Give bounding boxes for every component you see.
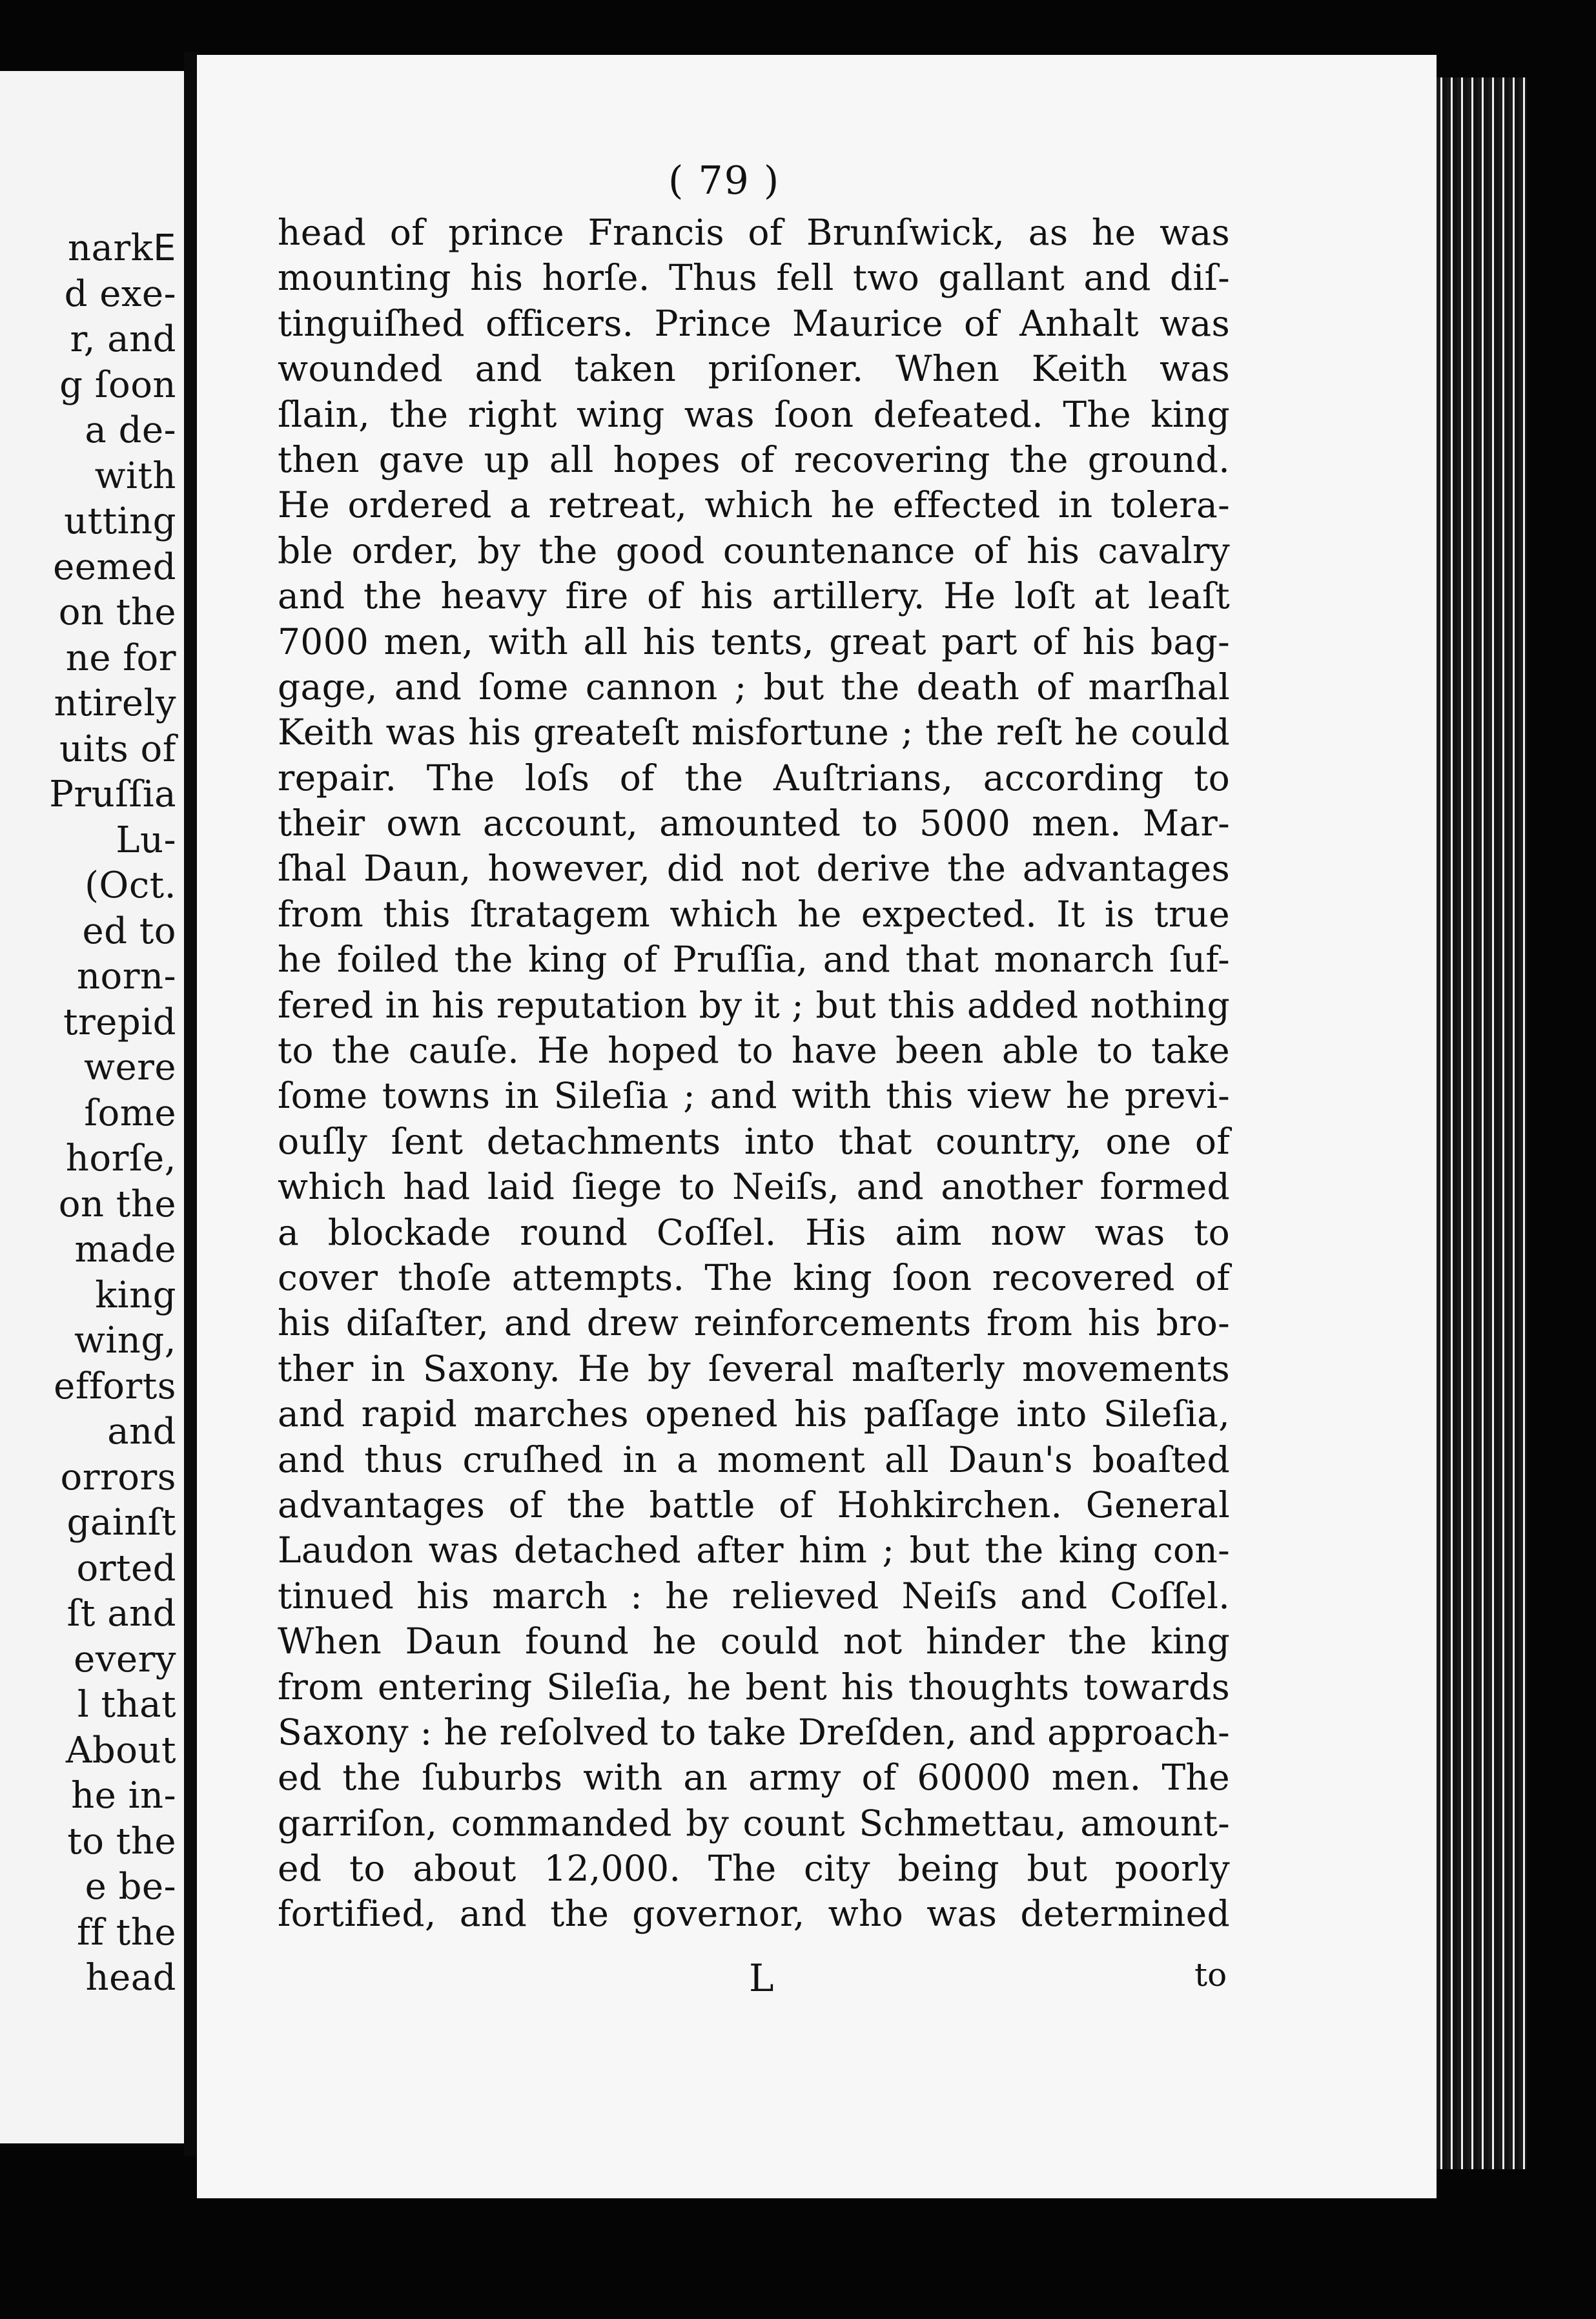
text-line: a blockade round Coſſel. His aim now was to [278,1211,1230,1253]
left-text-line: ſome [84,1092,176,1134]
text-line: mounting his horſe. Thus fell two gallant and diſ- [278,257,1230,299]
text-line: gage, and ſome cannon ; but the death of marſhal [278,666,1230,708]
text-line: ther in Saxony. He by ſeveral maſterly movements [278,1347,1230,1389]
text-line: their own account, amounted to 5000 men. Mar- [278,802,1230,844]
left-text-line: a de- [85,409,176,451]
text-line: ſome towns in Sileſia ; and with this view he previ- [278,1075,1230,1117]
text-line: Laudon was detached after him ; but the king con- [278,1529,1230,1571]
left-text-line: trepid [63,1001,176,1043]
left-text-line: l that [77,1684,176,1726]
text-line: then gave up all hopes of recovering the ground. [278,438,1230,480]
left-text-line: orrors [60,1456,176,1498]
text-line: ouſly ſent detachments into that country, one of [278,1120,1230,1162]
text-line: from entering Sileſia, he bent his thoughts towards [278,1666,1230,1708]
left-text-line: norn- [76,955,176,997]
text-line: Saxony : he reſolved to take Dreſden, and approach- [278,1711,1231,1753]
text-line: garriſon, commanded by count Schmettau, amount- [278,1802,1230,1844]
left-text-line: on the [58,1183,176,1225]
left-text-line: to the [67,1820,176,1863]
left-text-line: e be- [85,1866,176,1908]
left-text-line: with [94,455,176,497]
catchword: to [1194,1956,1227,1994]
text-line: to the cauſe. He hoped to have been able to take [278,1030,1230,1072]
left-text-line: utting [64,500,176,542]
text-line: and thus cruſhed in a moment all Daun's boaſted [278,1438,1230,1480]
text-line: head of prince Francis of Brunſwick, as he was [278,212,1230,253]
left-text-line: ſt and [66,1593,176,1635]
left-facing-page [0,71,188,2143]
text-line: When Daun found he could not hinder the king [278,1620,1230,1662]
left-text-line: About [65,1729,176,1772]
left-text-line: head [85,1957,176,1999]
left-text-line: gainſt [66,1502,176,1544]
left-text-line: were [84,1047,176,1088]
text-line: cover thoſe attempts. The king ſoon recovered of [278,1256,1230,1298]
left-text-line: made [74,1229,176,1271]
left-text-line: r, and [70,318,176,360]
text-line: which had laid ſiege to Neiſs, and another formed [278,1166,1230,1208]
body-text [278,210,1230,1937]
left-text-line: narkⴹ [67,227,176,269]
text-line: fortified, and the governor, who was determined [278,1893,1230,1935]
left-text-line: horſe, [65,1138,176,1180]
text-line: 7000 men, with all his tents, great part of his bag- [278,620,1230,662]
text-line: and the heavy fire of his artillery. He loſt at leaſt [278,575,1230,617]
left-text-line: Pruſſia [49,773,176,815]
text-line: his diſaſter, and drew reinforcements from his bro- [278,1302,1230,1344]
left-text-line: efforts [54,1365,176,1407]
left-text-line: ntirely [54,682,176,724]
text-line: and rapid marches opened his paſſage into Sileſia, [278,1393,1230,1435]
left-text-line: orted [76,1547,176,1589]
text-line: ed to about 12,000. The city being but poorly [278,1848,1230,1890]
text-line: fered in his reputation by it ; but this added nothing [278,984,1230,1026]
left-text-line: he in- [71,1775,176,1817]
left-text-line: on the [58,591,176,633]
text-line: ed the ſuburbs with an army of 60000 men. The [278,1757,1230,1799]
text-line: from this ſtratagem which he expected. It is true [278,893,1230,935]
left-text-line: and [107,1411,176,1453]
text-line: He ordered a retreat, which he effected in tolera- [278,484,1230,526]
text-line: ſhal Daun, however, did not derive the advantages [278,848,1230,890]
left-text-line: king [95,1274,176,1316]
book-gutter [184,52,197,2156]
left-text-line: g ſoon [59,363,176,406]
text-line: tinguiſhed officers. Prince Maurice of Anhalt was [278,302,1230,344]
left-text-line: ed to [82,910,176,952]
left-text-line: eemed [53,546,176,588]
left-text-line: Lu- [116,819,176,861]
text-line: he foiled the king of Pruſſia, and that monarch ſuf- [278,939,1230,981]
text-line: ble order, by the good countenance of his cavalry [278,529,1230,571]
left-text-line: every [74,1638,176,1681]
page-edges [1437,77,1527,2169]
signature-mark: L [749,1956,774,2000]
text-line: advantages of the battle of Hohkirchen. General [278,1484,1230,1526]
left-text-line: ne for [65,637,176,679]
left-text-line: ff the [77,1911,176,1954]
page-number: ( 79 ) [668,158,781,203]
left-text-line: (Oct. [85,864,176,906]
left-text-line: wing, [74,1320,176,1362]
text-line: ſlain, the right wing was ſoon defeated. The king [278,393,1230,435]
text-line: tinued his march : he relieved Neiſs and Coſſel. [278,1575,1230,1617]
text-line: Keith was his greateſt misfortune ; the reſt he could [278,711,1230,753]
left-page-text [49,226,176,2001]
text-line: wounded and taken priſoner. When Keith was [278,348,1230,390]
left-text-line: uits of [59,728,176,770]
left-text-line: d exe- [64,272,176,315]
text-line: repair. The loſs of the Auſtrians, according to [278,757,1230,799]
